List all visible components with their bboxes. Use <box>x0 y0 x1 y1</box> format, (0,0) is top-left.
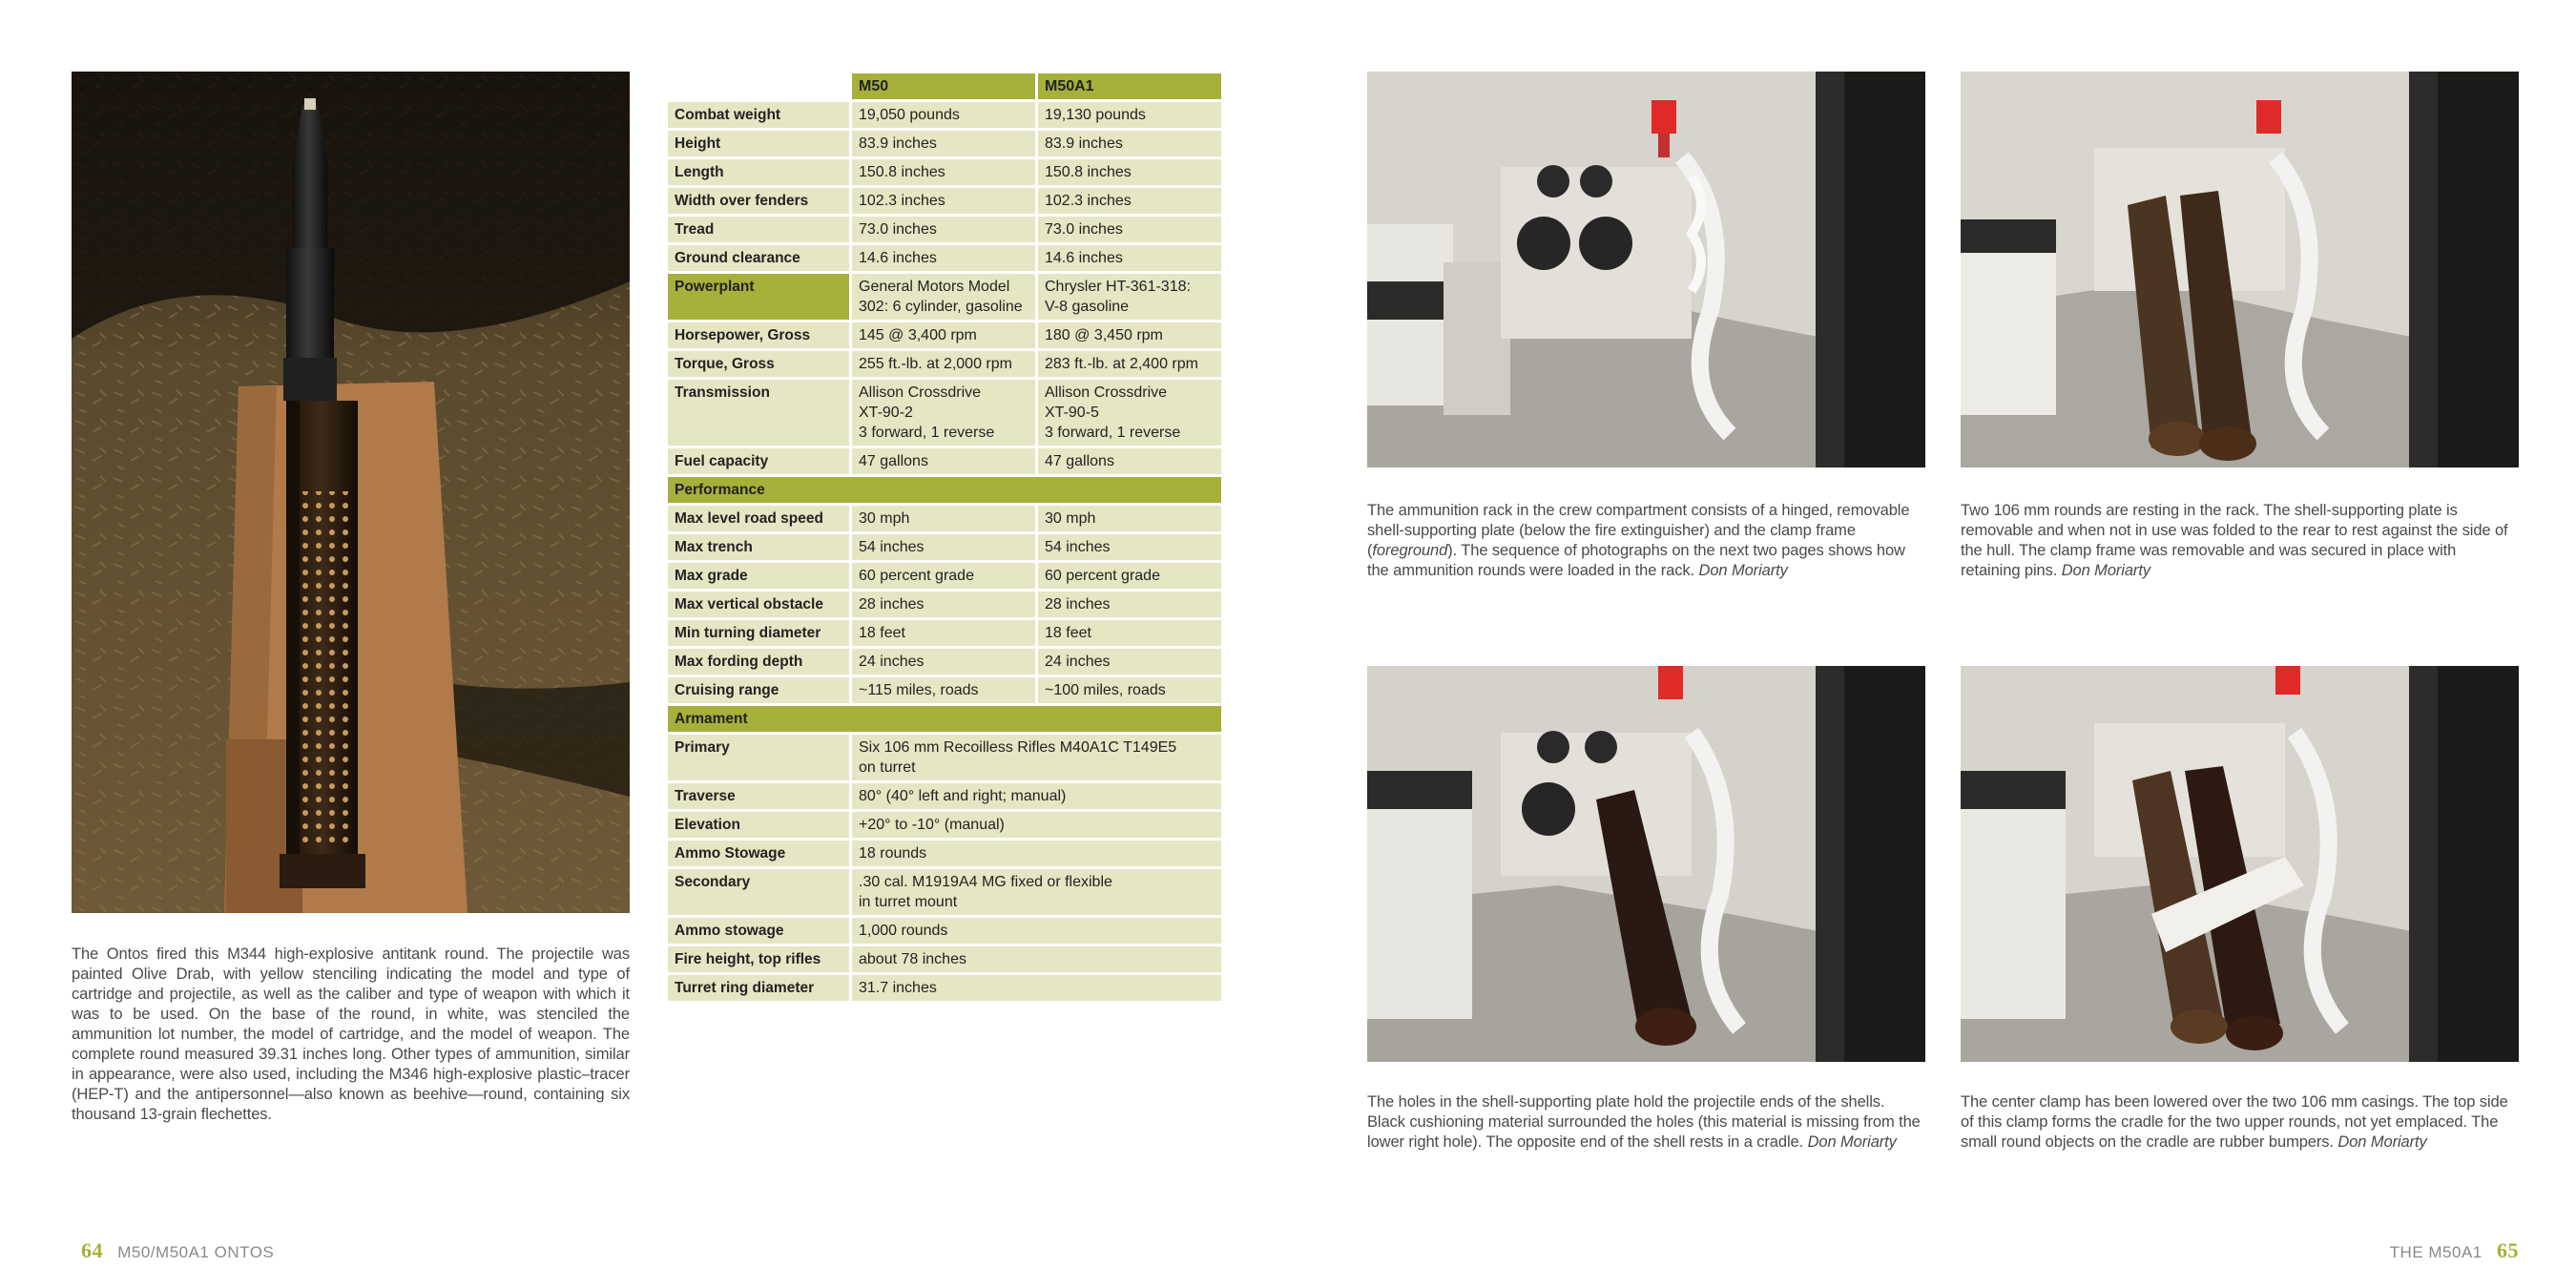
spec-label: Cruising range <box>668 677 849 703</box>
spec-value: 1,000 rounds <box>852 918 1221 944</box>
spec-value-m50: 73.0 inches <box>852 217 1035 242</box>
spec-label: Length <box>668 159 849 185</box>
table-header-row <box>668 73 1221 99</box>
spec-value-m50a1: 24 inches <box>1038 649 1221 675</box>
spec-label: Min turning diameter <box>668 620 849 646</box>
spec-value-m50a1: 83.9 inches <box>1038 131 1221 156</box>
spec-value-m50: General Motors Model 302: 6 cylinder, gasoline <box>852 274 1035 320</box>
left-page-number: 64 <box>81 1238 103 1262</box>
spec-value-m50a1: ~100 miles, roads <box>1038 677 1221 703</box>
spec-label: Max vertical obstacle <box>668 592 849 617</box>
caption-clamp: The center clamp has been lowered over the two 106 mm casings. The top side of this clamp forms the cradle for the two upper rounds, not yet emplaced. The small round objects on the cradle are rubber bumpers. Don Moriarty <box>1961 1093 2508 1151</box>
table-row <box>668 102 1221 128</box>
table-section-row <box>668 477 1221 503</box>
round-photo-caption: The Ontos fired this M344 high-explosive antitank round. The projectile was painted Olive Drab, with yellow stenciling indicating the model and type of cartridge and projectile, as well as the caliber and type of weapon with which it was to be used. On the base of the round, in white, was stenciled the ammunition lot number, the model of cartridge, and the model of weapon. The complete round measured 39.31 inches long. Other types of ammunition, similar in appearance, were also used, including the M346 high-explosive plastic–tracer (HEP-T) and the antipersonnel—also known as beehive—round, containing six thousand 13-grain flechettes. <box>72 945 630 1123</box>
table-row <box>668 563 1221 589</box>
section-label: Armament <box>668 706 1221 732</box>
table-row <box>668 188 1221 214</box>
spec-value-m50a1: Allison Crossdrive XT-90-5 3 forward, 1 reverse <box>1038 380 1221 446</box>
caption-shell-plate: The holes in the shell-supporting plate hold the projectile ends of the shells. Black cushioning material surrounded the holes (this material is missing from the lower right hole). The opposite end of the shell rests in a cradle. Don Moriarty <box>1367 1093 1921 1151</box>
table-row <box>668 159 1221 185</box>
spec-label: Ground clearance <box>668 245 849 271</box>
table-row <box>668 274 1221 320</box>
table-row <box>668 783 1221 809</box>
spec-value-m50a1: 102.3 inches <box>1038 188 1221 214</box>
spec-value-m50: 54 inches <box>852 534 1035 560</box>
spec-value-m50a1: 18 feet <box>1038 620 1221 646</box>
table-header-m50a1: M50A1 <box>1038 73 1221 99</box>
right-page-number: 65 <box>2497 1238 2519 1262</box>
spec-value-m50: 255 ft.-lb. at 2,000 rpm <box>852 351 1035 377</box>
spec-value-m50: 28 inches <box>852 592 1035 617</box>
section-label: Performance <box>668 477 1221 503</box>
right-running-title: THE M50A1 <box>2389 1243 2483 1261</box>
spec-value: +20° to -10° (manual) <box>852 812 1221 838</box>
spec-value: .30 cal. M1919A4 MG fixed or flexible in turret mount <box>852 869 1221 915</box>
spec-value-m50: 60 percent grade <box>852 563 1035 589</box>
table-row <box>668 869 1221 915</box>
spec-label: Primary <box>668 735 849 780</box>
spec-value-m50a1: 28 inches <box>1038 592 1221 617</box>
spec-label: Height <box>668 131 849 156</box>
spec-value-m50: 47 gallons <box>852 448 1035 474</box>
spec-label: Fire height, top rifles <box>668 946 849 972</box>
spec-label: Turret ring diameter <box>668 975 849 1001</box>
table-row <box>668 677 1221 703</box>
spec-label: Fuel capacity <box>668 448 849 474</box>
table-row <box>668 448 1221 474</box>
specification-table <box>668 73 1221 1004</box>
spec-value-m50a1: 14.6 inches <box>1038 245 1221 271</box>
spec-value: 80° (40° left and right; manual) <box>852 783 1221 809</box>
spec-label: Secondary <box>668 869 849 915</box>
spec-label: Max level road speed <box>668 506 849 531</box>
spec-value-m50: 18 feet <box>852 620 1035 646</box>
table-row <box>668 812 1221 838</box>
spec-value-m50a1: 30 mph <box>1038 506 1221 531</box>
spec-label: Max fording depth <box>668 649 849 675</box>
spec-value-m50: 83.9 inches <box>852 131 1035 156</box>
spec-label: Width over fenders <box>668 188 849 214</box>
spec-value-m50: 102.3 inches <box>852 188 1035 214</box>
table-row <box>668 735 1221 780</box>
spec-value-m50: 19,050 pounds <box>852 102 1035 128</box>
shell-supporting-plate-photo <box>1367 666 1925 1062</box>
spec-value-m50a1: 283 ft.-lb. at 2,400 rpm <box>1038 351 1221 377</box>
spec-label: Max trench <box>668 534 849 560</box>
table-row <box>668 592 1221 617</box>
clamp-lowered-photo <box>1961 666 2519 1062</box>
table-row <box>668 649 1221 675</box>
spec-value-m50a1: 60 percent grade <box>1038 563 1221 589</box>
spec-label: Max grade <box>668 563 849 589</box>
table-row <box>668 620 1221 646</box>
table-row <box>668 131 1221 156</box>
spec-value: 31.7 inches <box>852 975 1221 1001</box>
spec-label: Ammo stowage <box>668 918 849 944</box>
table-row <box>668 975 1221 1001</box>
spec-label: Torque, Gross <box>668 351 849 377</box>
photo-credit: Don Moriarty <box>1807 1133 1897 1151</box>
spec-value-m50a1: Chrysler HT-361-318: V-8 gasoline <box>1038 274 1221 320</box>
table-row <box>668 918 1221 944</box>
table-section-row <box>668 706 1221 732</box>
table-row <box>668 841 1221 866</box>
photo-credit: Don Moriarty <box>2061 562 2150 579</box>
left-page-footer <box>81 1238 274 1263</box>
table-row <box>668 351 1221 377</box>
spec-value-m50: ~115 miles, roads <box>852 677 1035 703</box>
caption-two-rounds: Two 106 mm rounds are resting in the rack. The shell-supporting plate is removable and when not in use was folded to the rear to rest against the side of the hull. The clamp frame was removable and was secured in place with retaining pins. Don Moriarty <box>1961 502 2508 579</box>
spec-value-m50a1: 150.8 inches <box>1038 159 1221 185</box>
spec-label: Elevation <box>668 812 849 838</box>
table-row <box>668 380 1221 446</box>
table-row <box>668 534 1221 560</box>
spec-value-m50a1: 47 gallons <box>1038 448 1221 474</box>
left-running-title: M50/M50A1 ONTOS <box>117 1243 275 1261</box>
spec-label: Traverse <box>668 783 849 809</box>
ammunition-round-photo <box>72 72 630 913</box>
spec-value-m50a1: 180 @ 3,450 rpm <box>1038 322 1221 348</box>
spec-value: 18 rounds <box>852 841 1221 866</box>
table-row <box>668 322 1221 348</box>
spec-value-m50: 145 @ 3,400 rpm <box>852 322 1035 348</box>
spec-value: Six 106 mm Recoilless Rifles M40A1C T149E5 on turret <box>852 735 1221 780</box>
spec-value-m50a1: 73.0 inches <box>1038 217 1221 242</box>
spec-value-m50a1: 19,130 pounds <box>1038 102 1221 128</box>
caption-ammo-rack: The ammunition rack in the crew compartment consists of a hinged, removable shell-supporting plate (below the fire extinguisher) and the clamp frame (foreground). The sequence of photographs on the next two pages shows how the ammunition rounds were loaded in the rack. Don Moriarty <box>1367 502 1910 579</box>
table-row <box>668 217 1221 242</box>
spec-value-m50: 30 mph <box>852 506 1035 531</box>
table-row <box>668 245 1221 271</box>
spec-value: about 78 inches <box>852 946 1221 972</box>
right-page-footer <box>2390 1238 2519 1263</box>
spec-value-m50: 24 inches <box>852 649 1035 675</box>
table-row <box>668 946 1221 972</box>
spec-value-m50a1: 54 inches <box>1038 534 1221 560</box>
spec-value-m50: 150.8 inches <box>852 159 1035 185</box>
photo-credit: Don Moriarty <box>1698 562 1788 579</box>
spec-label: Powerplant <box>668 274 849 320</box>
spec-label: Combat weight <box>668 102 849 128</box>
ammo-rack-empty-photo <box>1367 72 1925 467</box>
spec-value-m50: 14.6 inches <box>852 245 1035 271</box>
spec-value-m50: Allison Crossdrive XT-90-2 3 forward, 1 reverse <box>852 380 1035 446</box>
spec-label: Transmission <box>668 380 849 446</box>
two-rounds-resting-photo <box>1961 72 2519 467</box>
spec-label: Ammo Stowage <box>668 841 849 866</box>
table-row <box>668 506 1221 531</box>
spec-label: Horsepower, Gross <box>668 322 849 348</box>
photo-credit: Don Moriarty <box>2337 1133 2427 1151</box>
table-header-m50: M50 <box>852 73 1035 99</box>
spec-label: Tread <box>668 217 849 242</box>
table-header-blank <box>668 73 849 99</box>
